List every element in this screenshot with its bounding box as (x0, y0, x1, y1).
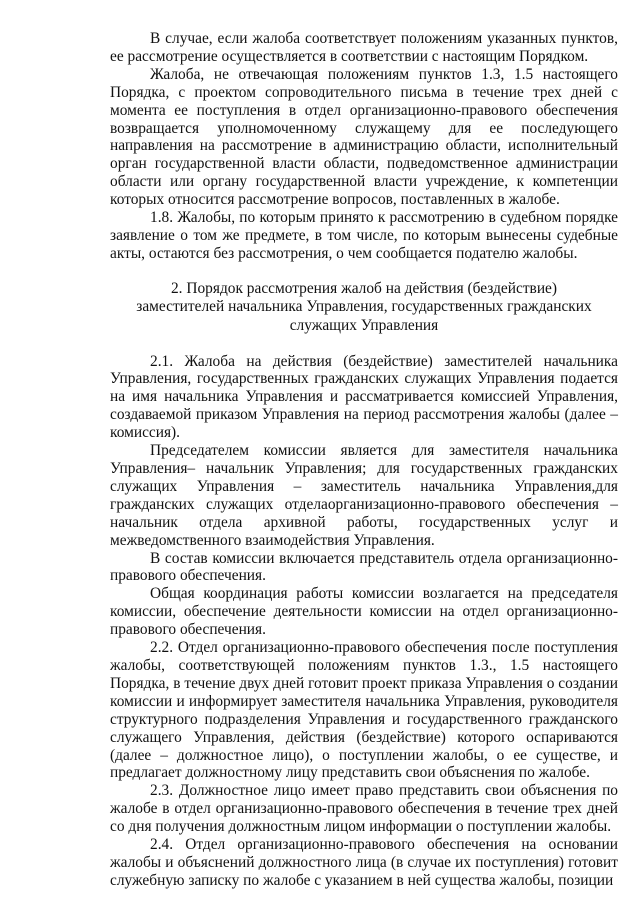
spacer (110, 336, 618, 353)
paragraph-2-1: 2.1. Жалоба на действия (бездействие) заместителей начальника Управления, государственных гражданских служащих Управления подается на имя начальника Управления и рассматривается комиссией Управления, создаваемой приказом Управления на период рассмотрения жалобы (далее – комиссия). (110, 352, 618, 442)
paragraph-commission-members: В состав комиссии включается представитель отдела организационно-правового обеспечения. (110, 549, 618, 585)
paragraph-2-3: 2.3. Должностное лицо имеет право представить свои объяснения по жалобе в отдел организационно-правового обеспечения в течение трех дней со дня получения должностным лицом информации о поступлении жалобы. (110, 782, 618, 836)
paragraph-compliance: В случае, если жалоба соответствует положениям указанных пунктов, ее рассмотрение осуществляется в соответствии с настоящим Порядком. (110, 30, 618, 65)
paragraph-1-8: 1.8. Жалобы, по которым принято к рассмотрению в судебном порядке заявление о том же предмете, в том числе, по которым вынесены судебные акты, остаются без рассмотрения, о чем сообщается подателю жалобы. (110, 209, 618, 262)
section-heading-line-1: 2. Порядок рассмотрения жалоб на действия (бездействие) (170, 279, 558, 297)
spacer (110, 263, 618, 280)
paragraph-2-4: 2.4. Отдел организационно-правового обеспечения на основании жалобы и объяснений должностного лица (в случае их поступления) готовит служебную записку по жалобе с указанием в ней существа жалобы, позиции (110, 836, 618, 889)
paragraph-coordination: Общая координация работы комиссии возлагается на председателя комиссии, обеспечение деятельности комиссии на отдел организационно-правового обеспечения. (110, 585, 618, 639)
section-heading (110, 280, 618, 336)
paragraph-2-2: 2.2. Отдел организационно-правового обеспечения после поступления жалобы, соответствующей положениям пунктов 1.3., 1.5 настоящего Порядка, в течение двух дней готовит проект приказа Управления о создании комиссии и информирует заместителя начальника Управления, руководителя структурного подразделения Управления и государственного гражданского служащего Управления, действия (бездействие) которого оспариваются (далее – должностное лицо), о поступлении жалобы, о ее существе, и предлагает должностному лицу представить свои объяснения по жалобе. (110, 639, 618, 782)
paragraph-return-complaint: Жалоба, не отвечающая положениям пунктов 1.3, 1.5 настоящего Порядка, с проектом сопроводительного письма в течение трех дней с момента ее поступления в отдел организационно-правового обеспечения возвращается уполномоченному служащему для ее последующего направления на рассмотрение в администрацию области, исполнительный орган государственной власти области, подведомственное администрации области или органу государственной власти учреждение, к компетенции которых относится рассмотрение вопросов, поставленных в жалобе. (110, 65, 618, 209)
section-heading-line-2: заместителей начальника Управления, государственных гражданских (136, 298, 592, 316)
section-heading-line-3: служащих Управления (289, 316, 439, 334)
paragraph-chairman: Председателем комиссии является для заместителя начальника Управления– начальник Управления; для государственных гражданских служащих Управления – заместитель начальника Управления,для гражданских служащих отделаорганизационно-правового обеспечения – начальник отдела архивной работы, государственных услуг и межведомственного взаимодействия Управления. (110, 442, 618, 549)
document-page (110, 30, 618, 890)
